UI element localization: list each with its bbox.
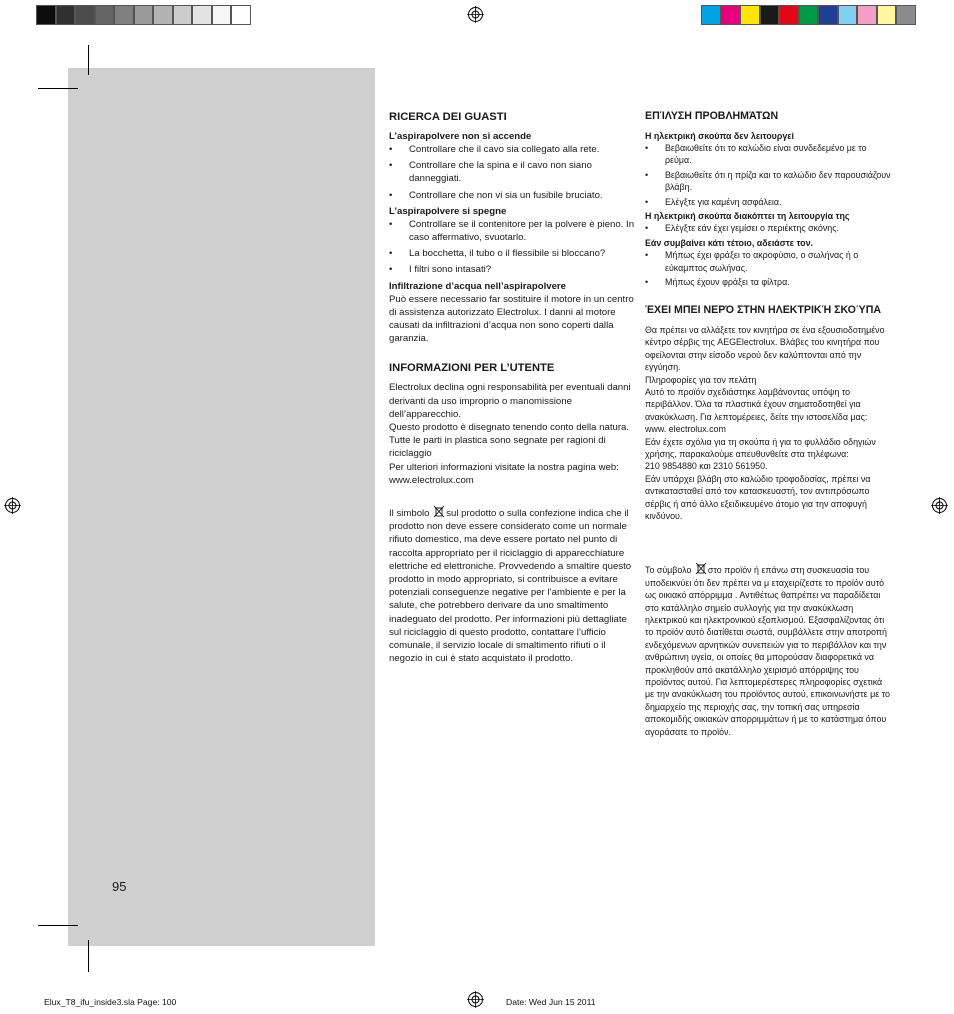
troubleshoot-list [645, 222, 893, 234]
list-item: • Ελέγξτε εάν έχει γεμίσει ο περιέκτης σκόνης. [645, 222, 893, 234]
gray-margin-panel [68, 68, 375, 946]
color-swatch [212, 5, 232, 25]
paragraph: Per ulteriori informazioni visitate la nostra pagina web: www.electrolux.com [389, 461, 619, 486]
page-number: 95 [112, 879, 127, 894]
color-swatch [740, 5, 760, 25]
color-swatch [75, 5, 95, 25]
slug-date: Date: Wed Jun 15 2011 [506, 997, 596, 1007]
list-item: • Μήπως έχουν φράξει τα φίλτρα. [645, 276, 893, 288]
symbol-intro: Il simbolo [389, 508, 433, 520]
subsection-title: Εάν συμβαίνει κάτι τέτοιο, αδειάστε τον. [645, 237, 813, 248]
section-title: ΈΧΕΙ ΜΠΕΙ ΝΕΡΌ ΣΤΗΝ ΗΛΕΚΤΡΙΚΉ ΣΚΟΎΠΑ [645, 304, 882, 317]
list-item: • Controllare che il cavo sia collegato alla rete. [389, 143, 637, 156]
list-item: • Controllare che la spina e il cavo non siano danneggiati. [389, 159, 637, 185]
list-item: • Βεβαιωθείτε ότι το καλώδιο είναι συνδεδεμένο με το ρεύμα. [645, 142, 893, 167]
color-swatch [701, 5, 721, 25]
color-swatch [760, 5, 780, 25]
paragraph: Tutte le parti in plastica sono segnate per ragioni di riciclaggio [389, 435, 606, 460]
paragraph: www. electrolux.com [645, 424, 726, 435]
process-color-bar [701, 5, 916, 25]
subsection-title: L’aspirapolvere non si accende [389, 131, 532, 142]
list-item: • I filtri sono intasati? [389, 263, 637, 276]
paragraph: Θα πρέπει να αλλάξετε τον κινητήρα σε ένα εξουσιοδοτημένο κέντρο σέρβις της AEGElectrolux. Βλάβες του κινητήρα που οφείλονται στην είσοδο νερού δεν καλύπτονται από την εγγύηση. [645, 324, 885, 373]
list-item: • Controllare se il contenitore per la polvere è pieno. In caso affermativo, svuotarlo. [389, 218, 637, 244]
color-swatch [231, 5, 251, 25]
grayscale-color-bar [36, 5, 251, 25]
subsection-title: Η ηλεκτρική σκούπα δεν λειτουργεί [645, 130, 794, 141]
color-swatch [896, 5, 916, 25]
paragraph: Electrolux declina ogni responsabilità per eventuali danni derivanti da uso improprio o manomissione dell’apparecchio. [389, 382, 631, 420]
color-swatch [95, 5, 115, 25]
color-swatch [721, 5, 741, 25]
list-item: • Βεβαιωθείτε ότι η πρίζα και το καλώδιο δεν παρουσιάζουν βλάβη. [645, 169, 893, 194]
color-swatch [56, 5, 76, 25]
troubleshoot-list [389, 143, 637, 202]
color-swatch [838, 5, 858, 25]
color-swatch [799, 5, 819, 25]
paragraph: Εάν υπάρχει βλάβη στο καλώδιο τροφοδοσίας, πρέπει να αντικατασταθεί από τον κατασκευαστή, τον αντιπρόσωπο σέρβις ή από άλλο εξειδικευμένο άτομο για την αποφυγή κινδύνου. [645, 473, 871, 521]
list-item: • La bocchetta, il tubo o il flessibile si bloccano? [389, 247, 637, 260]
symbol-text: sul prodotto o sulla confezione indica che il prodotto non deve essere considerato come un normale rifiuto domestico, ma deve essere portato nel punto di raccolta appropriato per il riciclaggio di apparecchiature elettriche ed elettroniche. Provvedendo a smaltire questo prodotto in modo appropriato, si contribuisce a evitare potenziali conseguenze negative per l’ambiente e per la salute, che potrebbero derivare da uno smaltimento inadeguato del prodotto. Per informazioni più dettagliate sul riciclaggio di questo prodotto, contattare l’ufficio comunale, il servizio locale di smaltimento rifiuti o il negozio in cui è stato acquistato il prodotto. [389, 508, 632, 665]
crop-mark [88, 940, 89, 972]
color-swatch [877, 5, 897, 25]
list-item: • Ελέγξτε για καμένη ασφάλεια. [645, 196, 893, 208]
italian-column [389, 110, 637, 666]
color-swatch [134, 5, 154, 25]
registration-mark-icon [931, 497, 948, 514]
color-swatch [173, 5, 193, 25]
registration-mark-icon [4, 497, 21, 514]
greek-column [645, 110, 893, 738]
color-swatch [192, 5, 212, 25]
paragraph: 210 9854880 και 2310 561950. [645, 461, 768, 472]
list-item: • Μήπως έχει φράξει το ακροφύσιο, ο σωλήνας ή ο εύκαμπτος σωλήνας. [645, 249, 893, 274]
paragraph: Questo prodotto è disegnato tenendo conto della natura. [389, 422, 630, 434]
troubleshoot-list [389, 218, 637, 277]
symbol-intro: Το σύμβολο [645, 565, 694, 576]
color-swatch [857, 5, 877, 25]
color-swatch [36, 5, 56, 25]
color-swatch [818, 5, 838, 25]
crop-mark [88, 45, 89, 75]
registration-mark-icon [467, 991, 484, 1008]
troubleshoot-list [645, 249, 893, 288]
color-swatch [779, 5, 799, 25]
subsection-title: L’aspirapolvere si spegne [389, 205, 507, 217]
paragraph: Può essere necessario far sostituire il motore in un centro di assistenza autorizzato Electrolux. I danni al motore causati da infiltrazioni d’acqua non sono coperti dalla garanzia. [389, 293, 634, 345]
paragraph: Εάν έχετε σχόλια για τη σκούπα ή για το φυλλάδιο οδηγιών χρήσης, παρακαλούμε απευθυνθείτε στα τηλέφωνα: [645, 436, 876, 459]
weee-paragraph [645, 562, 893, 738]
crossed-bin-icon [695, 562, 707, 575]
section-title: RICERCA DEI GUASTI [389, 111, 507, 123]
subsection-title: Infiltrazione d’acqua nell’aspirapolvere [389, 280, 567, 292]
slug-filename: Elux_T8_ifu_inside3.sla Page: 100 [44, 997, 177, 1007]
subsection-title: Η ηλεκτρική σκούπα διακόπτει τη λειτουργία της [645, 210, 850, 221]
paragraph: Αυτό το προϊόν σχεδιάστηκε λαμβάνοντας υπόψη το περιβάλλον. Όλα τα πλαστικά έχουν σηματοδοτηθεί για ανακύκλωση. Για λεπτομέρειες, δείτε την ιστοσελίδα μας: [645, 386, 868, 422]
color-swatch [114, 5, 134, 25]
paragraph: Πληροφορίες για τον πελάτη [645, 374, 757, 385]
crop-mark [38, 925, 78, 926]
crossed-bin-icon [433, 505, 445, 518]
section-title: INFORMAZIONI PER L’UTENTE [389, 362, 555, 375]
troubleshoot-list [645, 142, 893, 208]
color-swatch [153, 5, 173, 25]
registration-mark-icon [467, 6, 484, 23]
section-title: ΕΠΊΛΥΣΗ ΠΡΟΒΛΗΜΆΤΩΝ [645, 110, 779, 122]
weee-paragraph [389, 505, 637, 665]
symbol-text: στο προϊόν ή επάνω στη συσκευασία του υποδεικνύει ότι δεν πρέπει να μ εταχειρίζεστε το προϊόν αυτό ως οικιακό απόρριμμα . Αντιθέτως θαπρέπει να παραδίδεται στο κατάλληλο σημείο συλλογής για την ανακύκλωση ηλεκτρικού και ηλεκτρονικού εξοπλισμού. Εξασφαλίζοντας ότι το προϊόν αυτό διατίθεται σωστά, συμβάλλετε στην αποτροπή ενδεχόμενων αρνητικών συνεπειών για το περιβάλλον και την ανθρώπινη υγεία, οι οποίες θα μπορούσαν διαφορετικά να προκληθούν από ακατάλληλο χειρισμό απόρριψης του προϊόντος αυτού. Για λεπτομερέστερες πληροφορίες σχετικά με την ανακύκλωση του προϊόντος αυτού, επικοινωνήστε με το δημαρχείο της περιοχής σας, την τοπική σας υπηρεσία αποκομιδής οικιακών απορριμμάτων ή με το κατάστημα όπου αγοράσατε το προϊόν. [645, 565, 890, 737]
crop-mark [38, 88, 78, 89]
list-item: • Controllare che non vi sia un fusibile bruciato. [389, 189, 637, 202]
